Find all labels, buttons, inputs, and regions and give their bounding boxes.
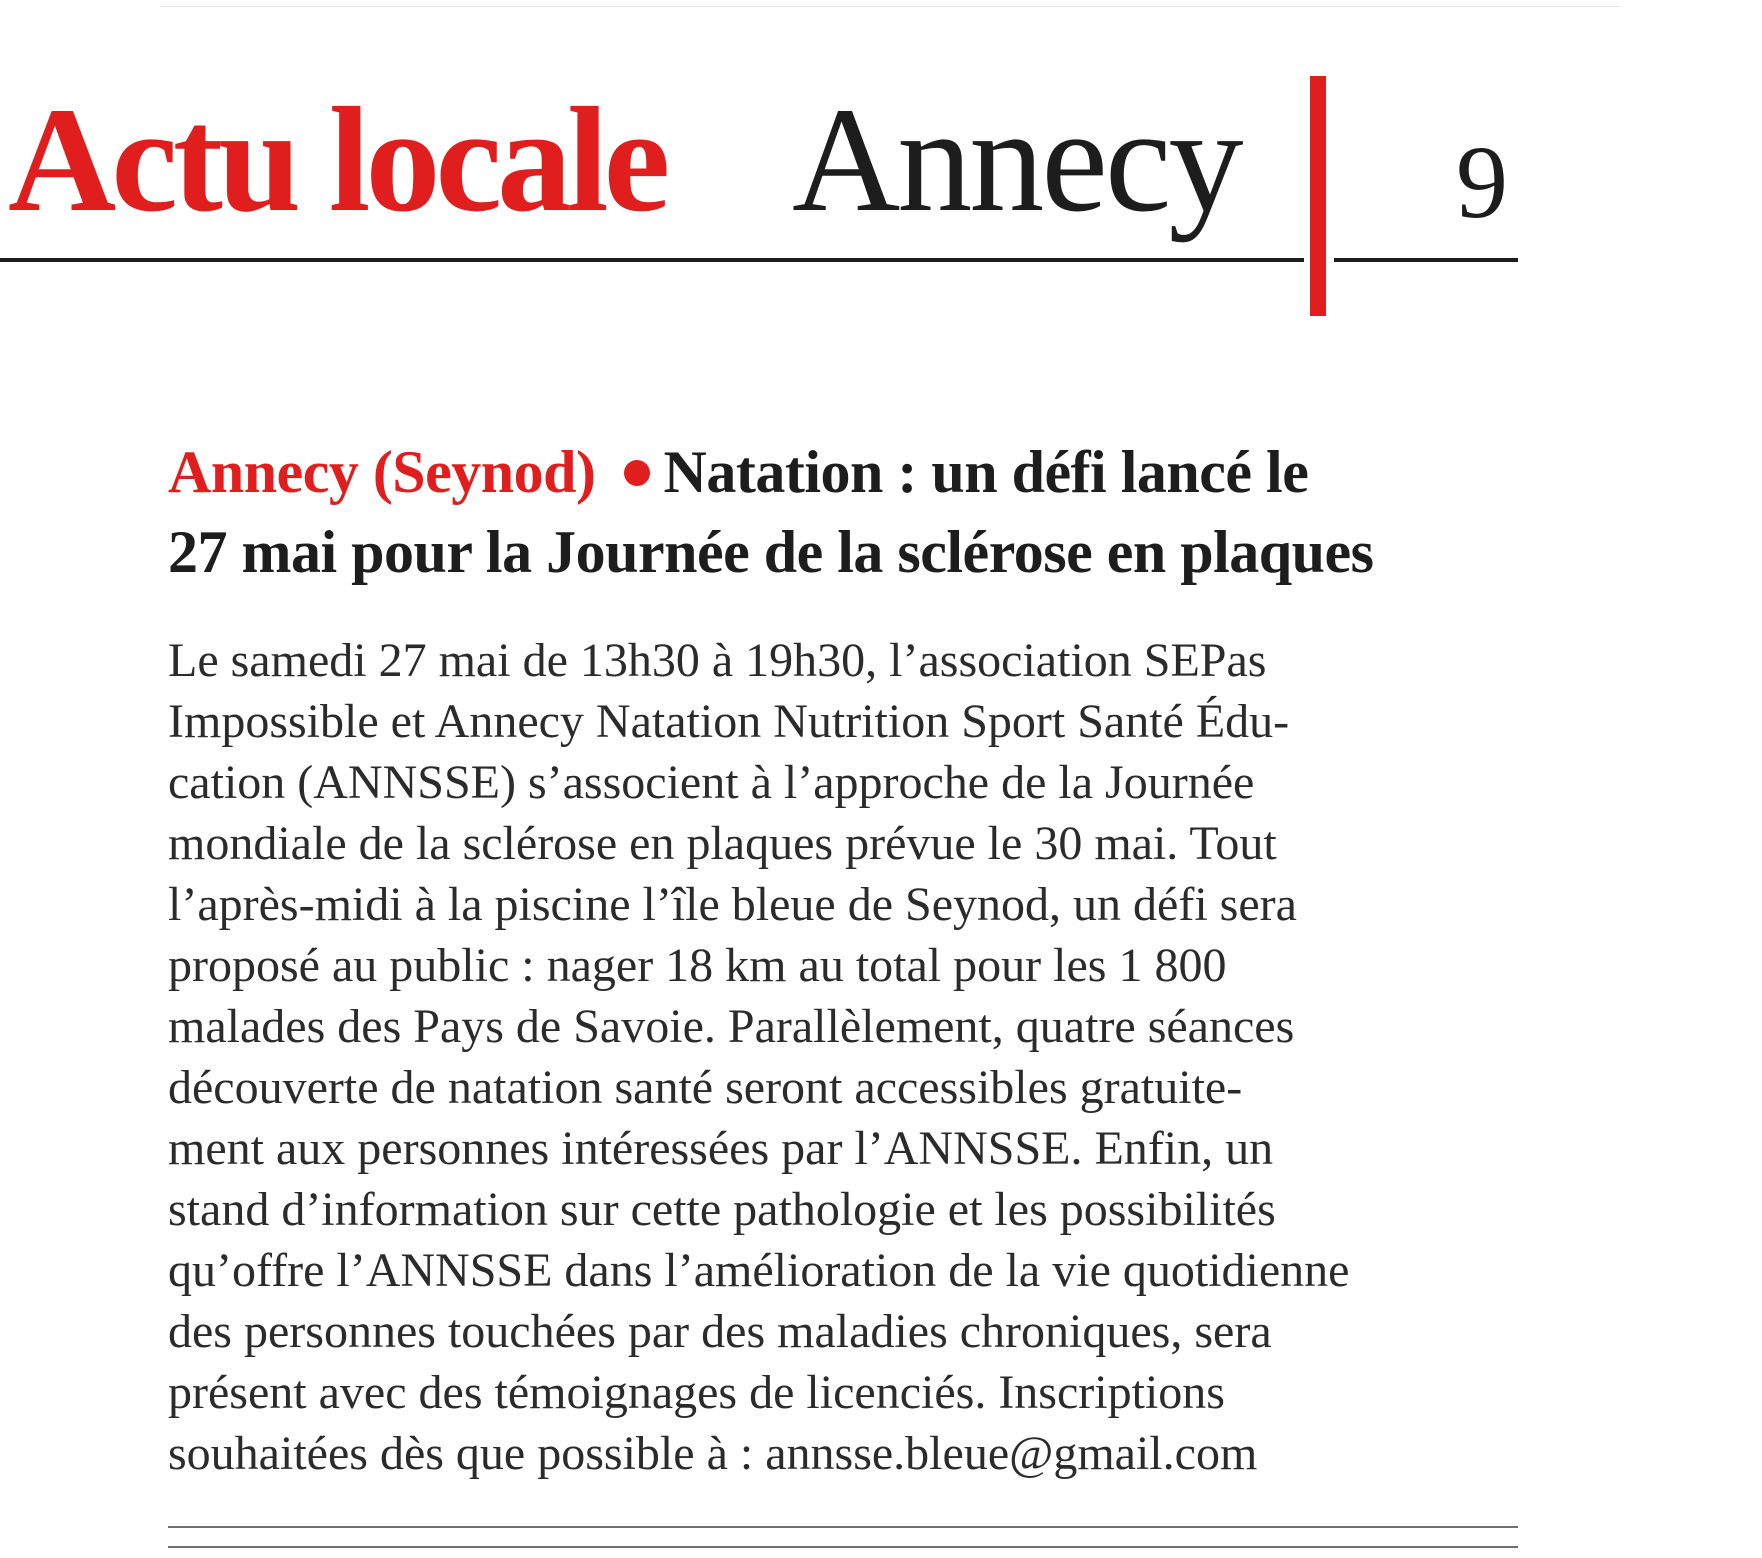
body-line: proposé au public : nager 18 km au total pour les 1 800 [168, 939, 1227, 992]
article-title-line-2: 27 mai pour la Journée de la sclérose en plaques [168, 519, 1374, 585]
body-line: ment aux personnes intéressées par l’ANNSSE. Enfin, un [168, 1122, 1274, 1175]
body-line: cation (ANNSSE) s’associent à l’approche de la Journée [168, 756, 1255, 809]
city-label: Annecy [792, 77, 1241, 243]
page-number: 9 [1456, 125, 1508, 240]
article-location: Annecy (Seynod) [168, 439, 596, 505]
body-line: Le samedi 27 mai de 13h30 à 19h30, l’association SEPas [168, 634, 1267, 687]
body-line: Impossible et Annecy Natation Nutrition Sport Santé Édu- [168, 695, 1290, 748]
body-line: découverte de natation santé seront accessibles gratuite- [168, 1061, 1243, 1114]
header-rule [0, 258, 1304, 262]
bullet-icon [624, 460, 650, 486]
header-red-divider [1310, 76, 1326, 316]
body-line: des personnes touchées par des maladies chroniques, sera [168, 1305, 1272, 1358]
article-body [168, 630, 1508, 1484]
body-line: l’après-midi à la piscine l’île bleue de Seynod, un défi sera [168, 878, 1297, 931]
footer-rule [168, 1526, 1518, 1528]
section-label: Actu locale [8, 77, 666, 243]
top-hairline [160, 6, 1620, 7]
article-title-line-1: Natation : un défi lancé le [663, 439, 1309, 505]
body-line: qu’offre l’ANNSSE dans l’amélioration de la vie quotidienne [168, 1244, 1350, 1297]
body-line: mondiale de la sclérose en plaques prévue le 30 mai. Tout [168, 817, 1277, 870]
article-title [168, 432, 1548, 592]
body-line: présent avec des témoignages de licenciés. Inscriptions [168, 1366, 1225, 1419]
header-rule-right [1334, 258, 1518, 262]
body-line-email: souhaitées dès que possible à : annsse.bleue@gmail.com [168, 1427, 1258, 1480]
footer-rule [168, 1546, 1518, 1548]
body-line: stand d’information sur cette pathologie et les possibilités [168, 1183, 1276, 1236]
body-line: malades des Pays de Savoie. Parallèlement, quatre séances [168, 1000, 1295, 1053]
